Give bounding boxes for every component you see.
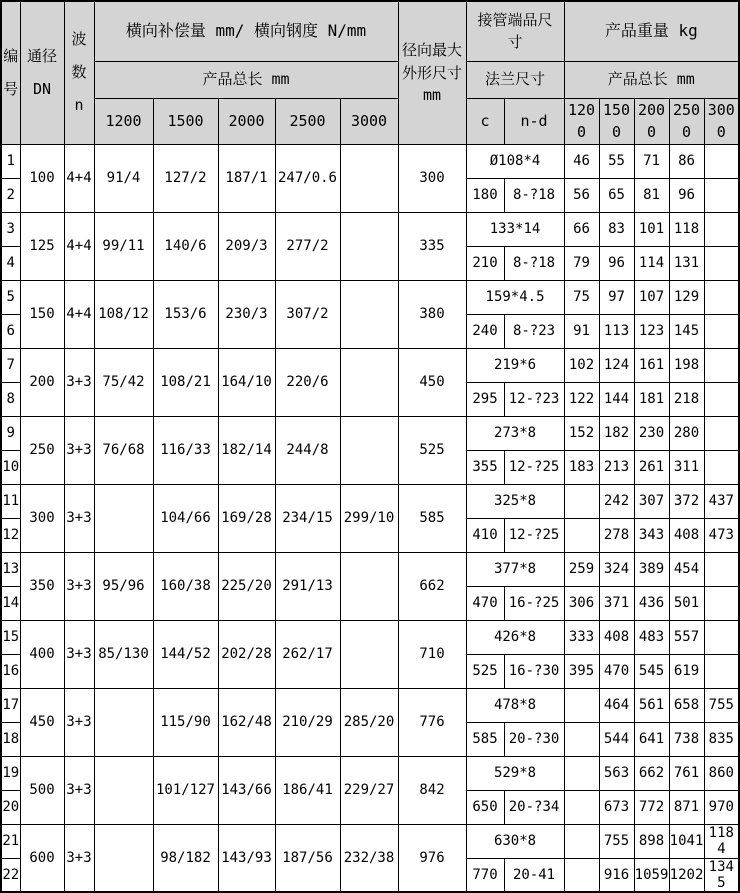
cell-flange-c: 650 bbox=[466, 790, 504, 824]
header-weight-length-0: 1200 bbox=[564, 98, 599, 144]
cell-pipe: 377*8 bbox=[466, 552, 564, 586]
cell-dn: 500 bbox=[20, 756, 64, 824]
cell-lateral-1: 144/52 bbox=[153, 620, 218, 688]
cell-lateral-3: 277/2 bbox=[275, 212, 340, 280]
cell-weight-0 bbox=[564, 756, 599, 790]
cell-serial: 17 bbox=[1, 688, 20, 722]
cell-weight-2: 101 bbox=[634, 212, 669, 246]
cell-weight-0: 66 bbox=[564, 212, 599, 246]
cell-weight-3: 1202 bbox=[669, 858, 704, 892]
cell-dn: 200 bbox=[20, 348, 64, 416]
cell-weight-0: 122 bbox=[564, 382, 599, 416]
cell-weight-0: 102 bbox=[564, 348, 599, 382]
cell-lateral-0: 95/96 bbox=[94, 552, 153, 620]
cell-pipe: 529*8 bbox=[466, 756, 564, 790]
cell-lateral-3: 220/6 bbox=[275, 348, 340, 416]
cell-weight-0: 152 bbox=[564, 416, 599, 450]
cell-weight-1: 278 bbox=[599, 518, 634, 552]
cell-weight-4 bbox=[704, 654, 739, 688]
cell-serial: 5 bbox=[1, 280, 20, 314]
cell-lateral-1: 115/90 bbox=[153, 688, 218, 756]
cell-pipe: 219*6 bbox=[466, 348, 564, 382]
cell-dn: 125 bbox=[20, 212, 64, 280]
cell-lateral-3: 186/41 bbox=[275, 756, 340, 824]
cell-weight-2: 389 bbox=[634, 552, 669, 586]
header-flange-c: c bbox=[466, 98, 504, 144]
cell-weight-2: 107 bbox=[634, 280, 669, 314]
cell-weight-4 bbox=[704, 620, 739, 654]
table-row bbox=[1, 552, 739, 586]
cell-serial: 1 bbox=[1, 144, 20, 178]
header-weight-length-4: 3000 bbox=[704, 98, 739, 144]
cell-lateral-3: 247/0.6 bbox=[275, 144, 340, 212]
cell-waves: 3+3 bbox=[64, 824, 94, 892]
table-row bbox=[1, 416, 739, 450]
cell-weight-4 bbox=[704, 382, 739, 416]
cell-lateral-4: 285/20 bbox=[340, 688, 398, 756]
cell-serial: 13 bbox=[1, 552, 20, 586]
cell-weight-1: 408 bbox=[599, 620, 634, 654]
cell-weight-3: 761 bbox=[669, 756, 704, 790]
header-weight-group: 产品重量 kg bbox=[564, 1, 739, 61]
cell-weight-0: 46 bbox=[564, 144, 599, 178]
cell-waves: 3+3 bbox=[64, 484, 94, 552]
header-length-row bbox=[1, 98, 739, 144]
cell-weight-0 bbox=[564, 722, 599, 756]
cell-weight-3: 218 bbox=[669, 382, 704, 416]
cell-weight-4 bbox=[704, 144, 739, 178]
cell-weight-1: 324 bbox=[599, 552, 634, 586]
cell-weight-1: 673 bbox=[599, 790, 634, 824]
header-pipe-end-group: 接管端品尺寸 bbox=[466, 1, 564, 61]
cell-serial: 9 bbox=[1, 416, 20, 450]
cell-lateral-1: 98/182 bbox=[153, 824, 218, 892]
cell-weight-3: 311 bbox=[669, 450, 704, 484]
header-waves: 波数 n bbox=[64, 1, 94, 144]
cell-weight-3: 871 bbox=[669, 790, 704, 824]
cell-weight-3: 280 bbox=[669, 416, 704, 450]
cell-lateral-4: 229/27 bbox=[340, 756, 398, 824]
cell-lateral-1: 108/21 bbox=[153, 348, 218, 416]
cell-weight-4 bbox=[704, 450, 739, 484]
cell-flange-nd: 12-?25 bbox=[504, 450, 564, 484]
cell-weight-2: 772 bbox=[634, 790, 669, 824]
cell-lateral-1: 153/6 bbox=[153, 280, 218, 348]
cell-weight-2: 561 bbox=[634, 688, 669, 722]
cell-weight-1: 563 bbox=[599, 756, 634, 790]
cell-flange-c: 355 bbox=[466, 450, 504, 484]
cell-weight-1: 755 bbox=[599, 824, 634, 858]
cell-weight-3: 658 bbox=[669, 688, 704, 722]
cell-flange-nd: 16-?30 bbox=[504, 654, 564, 688]
cell-weight-2: 261 bbox=[634, 450, 669, 484]
cell-weight-1: 916 bbox=[599, 858, 634, 892]
cell-weight-2: 71 bbox=[634, 144, 669, 178]
cell-pipe: 159*4.5 bbox=[466, 280, 564, 314]
cell-weight-2: 114 bbox=[634, 246, 669, 280]
cell-flange-c: 210 bbox=[466, 246, 504, 280]
table-row bbox=[1, 484, 739, 518]
cell-weight-0: 79 bbox=[564, 246, 599, 280]
cell-serial: 2 bbox=[1, 178, 20, 212]
cell-flange-c: 410 bbox=[466, 518, 504, 552]
header-lateral-length-3: 2500 bbox=[275, 98, 340, 144]
cell-waves: 3+3 bbox=[64, 348, 94, 416]
cell-lateral-3: 262/17 bbox=[275, 620, 340, 688]
cell-weight-2: 307 bbox=[634, 484, 669, 518]
header-flange-nd: n-d bbox=[504, 98, 564, 144]
cell-flange-nd: 20-?34 bbox=[504, 790, 564, 824]
cell-weight-4 bbox=[704, 314, 739, 348]
cell-serial: 21 bbox=[1, 824, 20, 858]
header-weight-length-label: 产品总长 mm bbox=[564, 61, 739, 98]
cell-dn: 400 bbox=[20, 620, 64, 688]
cell-weight-3: 454 bbox=[669, 552, 704, 586]
cell-lateral-4 bbox=[340, 348, 398, 416]
header-lateral-length-0: 1200 bbox=[94, 98, 153, 144]
cell-weight-2: 662 bbox=[634, 756, 669, 790]
cell-lateral-4: 232/38 bbox=[340, 824, 398, 892]
cell-weight-3: 96 bbox=[669, 178, 704, 212]
cell-waves: 3+3 bbox=[64, 620, 94, 688]
cell-lateral-2: 162/48 bbox=[218, 688, 275, 756]
cell-dn: 150 bbox=[20, 280, 64, 348]
cell-lateral-1: 101/127 bbox=[153, 756, 218, 824]
cell-lateral-1: 104/66 bbox=[153, 484, 218, 552]
cell-flange-nd: 8-?18 bbox=[504, 246, 564, 280]
cell-flange-nd: 12-?23 bbox=[504, 382, 564, 416]
cell-weight-4 bbox=[704, 280, 739, 314]
cell-flange-c: 180 bbox=[466, 178, 504, 212]
cell-weight-1: 65 bbox=[599, 178, 634, 212]
cell-radial: 976 bbox=[398, 824, 466, 892]
cell-waves: 4+4 bbox=[64, 212, 94, 280]
table-row bbox=[1, 620, 739, 654]
cell-lateral-2: 187/1 bbox=[218, 144, 275, 212]
cell-dn: 250 bbox=[20, 416, 64, 484]
cell-pipe: 325*8 bbox=[466, 484, 564, 518]
header-lateral-group: 横向补偿量 mm/ 横向钢度 N/mm bbox=[94, 1, 398, 61]
cell-serial: 8 bbox=[1, 382, 20, 416]
cell-weight-2: 230 bbox=[634, 416, 669, 450]
cell-weight-3: 738 bbox=[669, 722, 704, 756]
cell-weight-0: 56 bbox=[564, 178, 599, 212]
cell-flange-nd: 20-41 bbox=[504, 858, 564, 892]
cell-dn: 100 bbox=[20, 144, 64, 212]
cell-weight-1: 113 bbox=[599, 314, 634, 348]
cell-dn: 450 bbox=[20, 688, 64, 756]
header-flange-label: 法兰尺寸 bbox=[466, 61, 564, 98]
cell-lateral-2: 230/3 bbox=[218, 280, 275, 348]
cell-flange-nd: 12-?25 bbox=[504, 518, 564, 552]
cell-weight-3: 118 bbox=[669, 212, 704, 246]
cell-lateral-1: 116/33 bbox=[153, 416, 218, 484]
cell-weight-1: 544 bbox=[599, 722, 634, 756]
cell-weight-0: 75 bbox=[564, 280, 599, 314]
cell-weight-3: 408 bbox=[669, 518, 704, 552]
header-radial: 径向最大外形尺寸 mm bbox=[398, 1, 466, 144]
cell-weight-3: 129 bbox=[669, 280, 704, 314]
cell-weight-1: 96 bbox=[599, 246, 634, 280]
header-serial: 编号 bbox=[1, 1, 20, 144]
cell-weight-1: 470 bbox=[599, 654, 634, 688]
cell-lateral-2: 143/66 bbox=[218, 756, 275, 824]
cell-lateral-4 bbox=[340, 552, 398, 620]
cell-serial: 14 bbox=[1, 586, 20, 620]
cell-waves: 4+4 bbox=[64, 144, 94, 212]
cell-weight-1: 97 bbox=[599, 280, 634, 314]
cell-weight-2: 81 bbox=[634, 178, 669, 212]
cell-weight-3: 131 bbox=[669, 246, 704, 280]
cell-weight-4: 1184 bbox=[704, 824, 739, 858]
table-row bbox=[1, 756, 739, 790]
cell-waves: 3+3 bbox=[64, 552, 94, 620]
cell-pipe: 630*8 bbox=[466, 824, 564, 858]
cell-radial: 380 bbox=[398, 280, 466, 348]
cell-weight-4 bbox=[704, 552, 739, 586]
cell-lateral-2: 169/28 bbox=[218, 484, 275, 552]
cell-weight-0 bbox=[564, 824, 599, 858]
table-row bbox=[1, 824, 739, 858]
cell-lateral-2: 164/10 bbox=[218, 348, 275, 416]
cell-serial: 18 bbox=[1, 722, 20, 756]
cell-weight-3: 372 bbox=[669, 484, 704, 518]
cell-pipe: 426*8 bbox=[466, 620, 564, 654]
cell-serial: 12 bbox=[1, 518, 20, 552]
cell-lateral-0: 75/42 bbox=[94, 348, 153, 416]
cell-weight-1: 55 bbox=[599, 144, 634, 178]
cell-weight-4: 437 bbox=[704, 484, 739, 518]
table-row bbox=[1, 348, 739, 382]
header-weight-length-3: 2500 bbox=[669, 98, 704, 144]
cell-weight-1: 371 bbox=[599, 586, 634, 620]
cell-weight-4 bbox=[704, 416, 739, 450]
cell-serial: 15 bbox=[1, 620, 20, 654]
cell-radial: 842 bbox=[398, 756, 466, 824]
cell-waves: 3+3 bbox=[64, 416, 94, 484]
cell-weight-2: 181 bbox=[634, 382, 669, 416]
table-row bbox=[1, 280, 739, 314]
cell-lateral-4 bbox=[340, 144, 398, 212]
cell-lateral-4 bbox=[340, 620, 398, 688]
cell-lateral-3: 187/56 bbox=[275, 824, 340, 892]
cell-lateral-3: 291/13 bbox=[275, 552, 340, 620]
cell-weight-4: 755 bbox=[704, 688, 739, 722]
cell-lateral-0 bbox=[94, 688, 153, 756]
cell-weight-4: 860 bbox=[704, 756, 739, 790]
header-dn: 通径 DN bbox=[20, 1, 64, 144]
cell-weight-2: 123 bbox=[634, 314, 669, 348]
cell-radial: 300 bbox=[398, 144, 466, 212]
cell-weight-4 bbox=[704, 178, 739, 212]
cell-weight-2: 1059 bbox=[634, 858, 669, 892]
cell-weight-2: 545 bbox=[634, 654, 669, 688]
cell-weight-4: 835 bbox=[704, 722, 739, 756]
cell-serial: 6 bbox=[1, 314, 20, 348]
cell-weight-0 bbox=[564, 484, 599, 518]
cell-lateral-0 bbox=[94, 484, 153, 552]
cell-weight-0: 91 bbox=[564, 314, 599, 348]
cell-weight-0 bbox=[564, 518, 599, 552]
cell-radial: 450 bbox=[398, 348, 466, 416]
cell-dn: 350 bbox=[20, 552, 64, 620]
cell-radial: 335 bbox=[398, 212, 466, 280]
cell-lateral-3: 210/29 bbox=[275, 688, 340, 756]
cell-weight-0: 395 bbox=[564, 654, 599, 688]
cell-weight-2: 641 bbox=[634, 722, 669, 756]
cell-lateral-0: 85/130 bbox=[94, 620, 153, 688]
cell-lateral-1: 140/6 bbox=[153, 212, 218, 280]
cell-dn: 600 bbox=[20, 824, 64, 892]
cell-weight-2: 898 bbox=[634, 824, 669, 858]
cell-pipe: 133*14 bbox=[466, 212, 564, 246]
header-lateral-length-2: 2000 bbox=[218, 98, 275, 144]
cell-lateral-2: 143/93 bbox=[218, 824, 275, 892]
cell-pipe: 273*8 bbox=[466, 416, 564, 450]
cell-lateral-0: 99/11 bbox=[94, 212, 153, 280]
cell-weight-1: 124 bbox=[599, 348, 634, 382]
cell-weight-0: 259 bbox=[564, 552, 599, 586]
cell-weight-2: 343 bbox=[634, 518, 669, 552]
header-lateral-length-1: 1500 bbox=[153, 98, 218, 144]
cell-lateral-0: 76/68 bbox=[94, 416, 153, 484]
cell-lateral-1: 127/2 bbox=[153, 144, 218, 212]
cell-lateral-0: 108/12 bbox=[94, 280, 153, 348]
cell-flange-c: 470 bbox=[466, 586, 504, 620]
cell-flange-nd: 16-?25 bbox=[504, 586, 564, 620]
cell-pipe: 478*8 bbox=[466, 688, 564, 722]
cell-weight-1: 144 bbox=[599, 382, 634, 416]
cell-dn: 300 bbox=[20, 484, 64, 552]
cell-lateral-4 bbox=[340, 280, 398, 348]
cell-serial: 7 bbox=[1, 348, 20, 382]
cell-flange-nd: 8-?18 bbox=[504, 178, 564, 212]
cell-weight-0 bbox=[564, 790, 599, 824]
cell-weight-3: 1041 bbox=[669, 824, 704, 858]
cell-weight-4: 1345 bbox=[704, 858, 739, 892]
cell-flange-c: 585 bbox=[466, 722, 504, 756]
cell-lateral-3: 234/15 bbox=[275, 484, 340, 552]
cell-lateral-2: 225/20 bbox=[218, 552, 275, 620]
table-row bbox=[1, 212, 739, 246]
cell-lateral-1: 160/38 bbox=[153, 552, 218, 620]
cell-flange-nd: 8-?23 bbox=[504, 314, 564, 348]
cell-waves: 3+3 bbox=[64, 688, 94, 756]
cell-radial: 662 bbox=[398, 552, 466, 620]
cell-radial: 585 bbox=[398, 484, 466, 552]
header-weight-length-2: 2000 bbox=[634, 98, 669, 144]
cell-serial: 19 bbox=[1, 756, 20, 790]
cell-lateral-0 bbox=[94, 756, 153, 824]
cell-lateral-4: 299/10 bbox=[340, 484, 398, 552]
cell-serial: 10 bbox=[1, 450, 20, 484]
cell-weight-4 bbox=[704, 586, 739, 620]
cell-weight-3: 619 bbox=[669, 654, 704, 688]
cell-weight-3: 145 bbox=[669, 314, 704, 348]
cell-serial: 20 bbox=[1, 790, 20, 824]
cell-flange-c: 525 bbox=[466, 654, 504, 688]
cell-weight-3: 557 bbox=[669, 620, 704, 654]
header-lateral-length-label: 产品总长 mm bbox=[94, 61, 398, 98]
header-lateral-length-4: 3000 bbox=[340, 98, 398, 144]
cell-weight-4: 970 bbox=[704, 790, 739, 824]
cell-weight-1: 242 bbox=[599, 484, 634, 518]
cell-lateral-4 bbox=[340, 416, 398, 484]
cell-weight-4 bbox=[704, 212, 739, 246]
cell-serial: 16 bbox=[1, 654, 20, 688]
cell-radial: 776 bbox=[398, 688, 466, 756]
cell-weight-0: 183 bbox=[564, 450, 599, 484]
table-row bbox=[1, 144, 739, 178]
cell-weight-3: 86 bbox=[669, 144, 704, 178]
cell-serial: 22 bbox=[1, 858, 20, 892]
cell-serial: 3 bbox=[1, 212, 20, 246]
cell-weight-0: 333 bbox=[564, 620, 599, 654]
cell-flange-c: 295 bbox=[466, 382, 504, 416]
cell-weight-1: 213 bbox=[599, 450, 634, 484]
cell-waves: 3+3 bbox=[64, 756, 94, 824]
cell-pipe: Ø108*4 bbox=[466, 144, 564, 178]
cell-lateral-4 bbox=[340, 212, 398, 280]
cell-weight-3: 198 bbox=[669, 348, 704, 382]
table-body bbox=[1, 144, 739, 892]
cell-lateral-3: 307/2 bbox=[275, 280, 340, 348]
cell-weight-0 bbox=[564, 688, 599, 722]
cell-lateral-2: 182/14 bbox=[218, 416, 275, 484]
cell-lateral-2: 202/28 bbox=[218, 620, 275, 688]
cell-weight-4: 473 bbox=[704, 518, 739, 552]
cell-lateral-0: 91/4 bbox=[94, 144, 153, 212]
cell-weight-1: 83 bbox=[599, 212, 634, 246]
table-row bbox=[1, 688, 739, 722]
cell-weight-0 bbox=[564, 858, 599, 892]
cell-lateral-3: 244/8 bbox=[275, 416, 340, 484]
cell-serial: 4 bbox=[1, 246, 20, 280]
cell-weight-2: 436 bbox=[634, 586, 669, 620]
cell-weight-4 bbox=[704, 246, 739, 280]
cell-radial: 710 bbox=[398, 620, 466, 688]
cell-flange-c: 240 bbox=[466, 314, 504, 348]
cell-flange-nd: 20-?30 bbox=[504, 722, 564, 756]
cell-waves: 4+4 bbox=[64, 280, 94, 348]
cell-radial: 525 bbox=[398, 416, 466, 484]
cell-flange-c: 770 bbox=[466, 858, 504, 892]
cell-lateral-2: 209/3 bbox=[218, 212, 275, 280]
cell-weight-2: 161 bbox=[634, 348, 669, 382]
cell-weight-1: 182 bbox=[599, 416, 634, 450]
cell-weight-0: 306 bbox=[564, 586, 599, 620]
cell-weight-2: 483 bbox=[634, 620, 669, 654]
cell-weight-4 bbox=[704, 348, 739, 382]
cell-weight-3: 501 bbox=[669, 586, 704, 620]
cell-serial: 11 bbox=[1, 484, 20, 518]
table-header bbox=[1, 1, 739, 144]
cell-weight-1: 464 bbox=[599, 688, 634, 722]
header-weight-length-1: 1500 bbox=[599, 98, 634, 144]
